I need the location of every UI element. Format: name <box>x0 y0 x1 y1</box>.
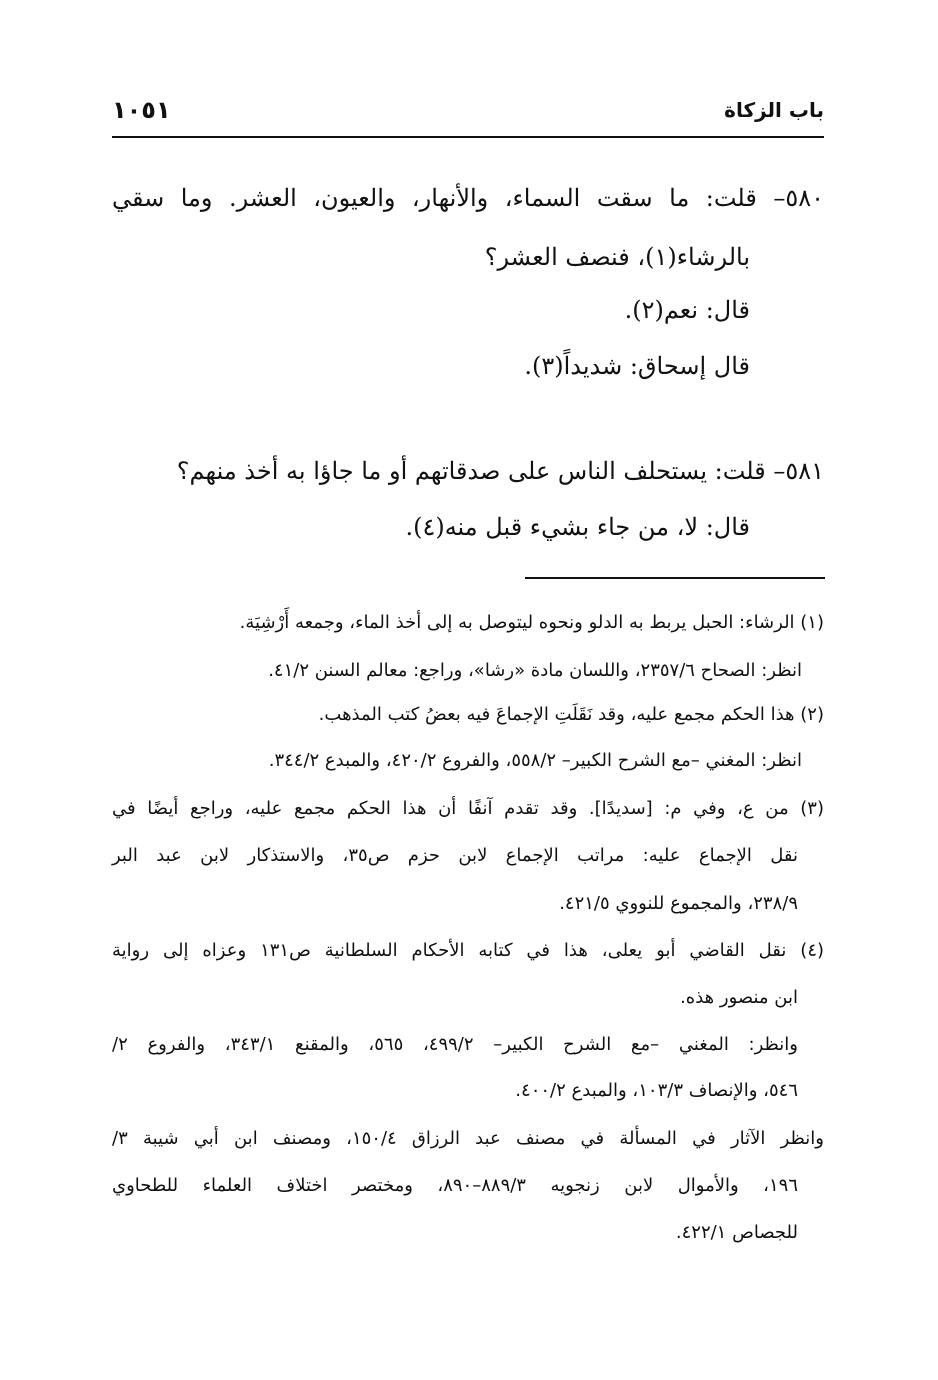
footnote-4-line-4: ٥٤٦، والإنصاف ١٠٣/٣، والمبدع ٤٠٠/٢. <box>515 1080 798 1101</box>
footnote-4-line-5: وانظر الآثار في المسألة في مصنف عبد الرزاق ١٥٠/٤، ومصنف ابن أبي شيبة ٣/ <box>112 1128 825 1149</box>
footnote-4-line-3: وانظر: المغني –مع الشرح الكبير– ٤٩٩/٢، ٥٦٥، والمقنع ٣٤٣/١، والفروع ٢/ <box>112 1034 799 1055</box>
footnote-3-line-3: ٢٣٨/٩، والمجموع للنووي ٤٢١/٥. <box>559 893 798 914</box>
footnote-1-line-2: انظر: الصحاح ٢٣٥٧/٦، واللسان مادة «رشا»، وراجع: معالم السنن ٤١/٢. <box>268 660 802 681</box>
page-number: ١٠٥١ <box>112 96 171 124</box>
footnote-2-line-2: انظر: المغني –مع الشرح الكبير– ٥٥٨/٢، والفروع ٤٢٠/٢، والمبدع ٣٤٤/٢. <box>268 750 802 771</box>
footnote-3-line-1: (٣) من ع، وفي م: [سديدًا]. وقد تقدم آنفًا أن هذا الحكم مجمع عليه، وراجع أيضًا في <box>112 798 824 819</box>
chapter-title: باب الزكاة <box>724 98 824 122</box>
question-580-line-1: ٥٨٠– قلت: ما سقت السماء، والأنهار، والعيون، العشر. وما سقي <box>112 184 825 212</box>
question-581: ٥٨١– قلت: يستحلف الناس على صدقاتهم أو ما جاؤا به أخذ منهم؟ <box>176 457 824 485</box>
ishaq-answer-580: قال إسحاق: شديداً(٣). <box>524 352 750 380</box>
question-580-line-2: بالرشاء(١)، فنصف العشر؟ <box>484 243 750 271</box>
footnote-4-line-1: (٤) نقل القاضي أبو يعلى، هذا في كتابه الأحكام السلطانية ص١٣١ وعزاه إلى رواية <box>112 940 825 961</box>
footnote-2-line-1: (٢) هذا الحكم مجمع عليه، وقد نَقَلَتِ الإجماعَ فيه بعضُ كتب المذهب. <box>318 704 824 725</box>
answer-581: قال: لا، من جاء بشيء قبل منه(٤). <box>405 513 750 541</box>
footnote-4-line-6: ١٩٦، والأموال لابن زنجويه ٨٨٩/٣–٨٩٠، ومختصر اختلاف العلماء للطحاوي <box>112 1175 798 1196</box>
page-header <box>112 92 824 138</box>
footnote-1-line-1: (١) الرشاء: الحبل يربط به الدلو ونحوه ليتوصل به إلى أخذ الماء، وجمعه أَرْشِيَة. <box>239 612 824 633</box>
footnote-4-line-7: للجصاص ٤٢٢/١. <box>675 1222 798 1243</box>
footnote-4-line-2: ابن منصور هذه. <box>680 987 798 1008</box>
answer-580: قال: نعم(٢). <box>624 296 750 324</box>
footnote-3-line-2: نقل الإجماع عليه: مراتب الإجماع لابن حزم ص٣٥، والاستذكار لابن عبد البر <box>112 845 798 866</box>
footnote-separator <box>525 577 825 579</box>
